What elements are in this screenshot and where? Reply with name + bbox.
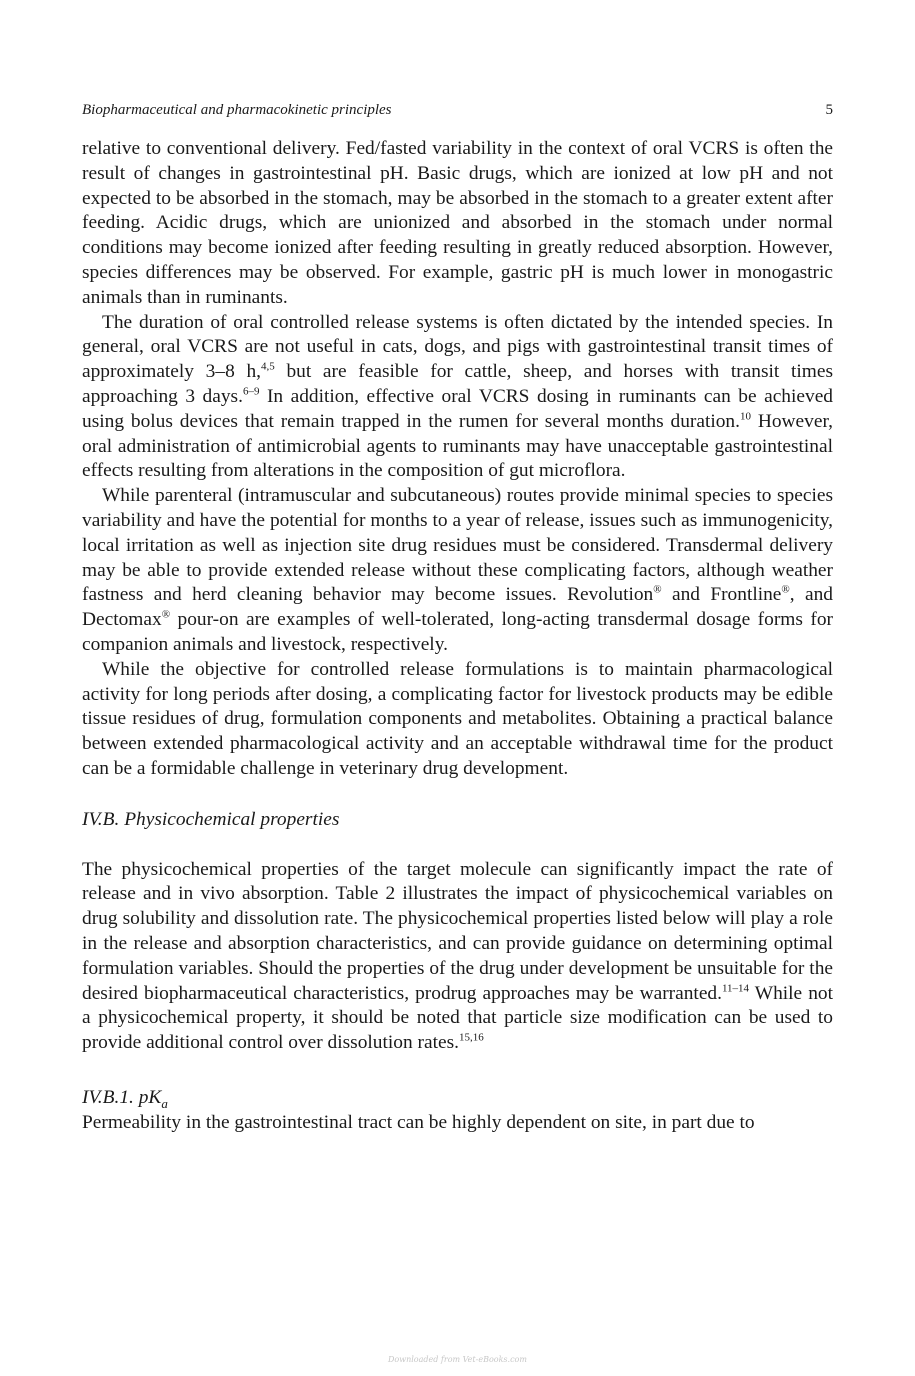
paragraph-5-text-2: While not a physicochemical property, it should be noted that particle size modification can be used to provide additional control over dissolution rates. bbox=[82, 982, 833, 1054]
page-number: 5 bbox=[825, 102, 833, 118]
paragraph-1-text: relative to conventional delivery. Fed/fasted variability in the context of oral VCRS is often the result of changes in gastrointestinal pH. Basic drugs, which are ionized at low pH and not expected to be absorbed in the stomach, may be absorbed in the stomach to a greater extent after feeding. Acidic drugs, which are unionized and absorbed in the stomach under normal conditions may become ionized after feeding resulting in greatly reduced absorption. However, species differences may be observed. For example, gastric pH is much lower in monogastric animals than in ruminants. bbox=[82, 138, 833, 308]
paragraph-3 bbox=[82, 484, 833, 658]
paragraph-6-text: Permeability in the gastrointestinal tract can be highly dependent on site, in part due to bbox=[82, 1111, 755, 1133]
citation-6-9: 6–9 bbox=[242, 385, 260, 398]
citation-11-14: 11–14 bbox=[721, 982, 750, 995]
paragraph-5-text-1: The physicochemical properties of the target molecule can significantly impact the rate of release and in vivo absorption. Table 2 illustrates the impact of physicochemical variables on drug solubility and dissolution rate. The physicochemical properties listed below will play a role in the release and absorption characteristics, and can provide guidance on determining optimal formulation variables. Should the properties of the drug under development be unsuitable for the desired biopharmaceutical characteristics, prodrug approaches may be warranted. bbox=[82, 858, 833, 1004]
registered-mark-revolution: ® bbox=[653, 583, 662, 596]
paragraph-2-text-4: However, oral administration of antimicrobial agents to ruminants may have unacceptable gastrointestinal effects resulting from alterations in the composition of gut microflora. bbox=[82, 410, 833, 482]
registered-mark-dectomax: ® bbox=[161, 608, 171, 621]
citation-15-16: 15,16 bbox=[458, 1031, 484, 1044]
running-title: Biopharmaceutical and pharmacokinetic principles bbox=[82, 102, 392, 118]
paragraph-3-text-2: and Frontline bbox=[661, 584, 782, 606]
paragraph-2-text-3: In addition, effective oral VCRS dosing in ruminants can be achieved using bolus devices that remain trapped in the rumen for several months duration. bbox=[82, 385, 833, 432]
paragraph-2 bbox=[82, 311, 833, 485]
subsection-heading-prefix: IV.B.1. pK bbox=[82, 1086, 162, 1108]
registered-mark-frontline: ® bbox=[781, 583, 790, 596]
paragraph-4 bbox=[82, 658, 833, 782]
subsection-heading-subscript: a bbox=[161, 1095, 168, 1111]
citation-4-5: 4,5 bbox=[261, 360, 275, 373]
subsection-heading-pka bbox=[82, 1086, 833, 1111]
citation-10: 10 bbox=[739, 410, 751, 423]
paragraph-3-text-1: While parenteral (intramuscular and subcutaneous) routes provide minimal species to species variability and have the potential for months to a year of release, issues such as immunogenicity, local irritation as well as injection site drug residues must be considered. Transdermal delivery may be able to provide extended release without these complicating factors, although weather fastness and herd cleaning behavior may become issues. Revolution bbox=[82, 485, 833, 606]
paragraph-1 bbox=[82, 137, 833, 311]
paragraph-3-text-4: pour-on are examples of well-tolerated, long-acting transdermal dosage forms for companion animals and livestock, respectively. bbox=[82, 609, 833, 655]
paragraph-6 bbox=[82, 1111, 833, 1136]
paragraph-2-text-1: The duration of oral controlled release systems is often dictated by the intended species. In general, oral VCRS are not useful in cats, dogs, and pigs with gastrointestinal transit times of approximately 3–8 h, bbox=[82, 311, 833, 383]
running-header bbox=[82, 100, 833, 120]
paragraph-3-text-3: , and Dectomax bbox=[82, 584, 833, 631]
paragraph-2-text-2: but are feasible for cattle, sheep, and horses with transit times approaching 3 days. bbox=[82, 361, 834, 407]
section-heading-physicochemical-properties: IV.B. Physicochemical properties bbox=[82, 808, 340, 830]
paragraph-4-text: While the objective for controlled release formulations is to maintain pharmacological activity for long periods after dosing, a complicating factor for livestock products may be edible tissue residues of drug, formulation components and metabolites. Obtaining a practical balance between extended pharmacological activity and an acceptable withdrawal time for the product can be a formidable challenge in veterinary drug development. bbox=[82, 658, 833, 779]
body-text bbox=[82, 137, 833, 1135]
download-watermark: Downloaded from Vet-eBooks.com bbox=[388, 1355, 527, 1364]
paragraph-5 bbox=[82, 858, 833, 1056]
